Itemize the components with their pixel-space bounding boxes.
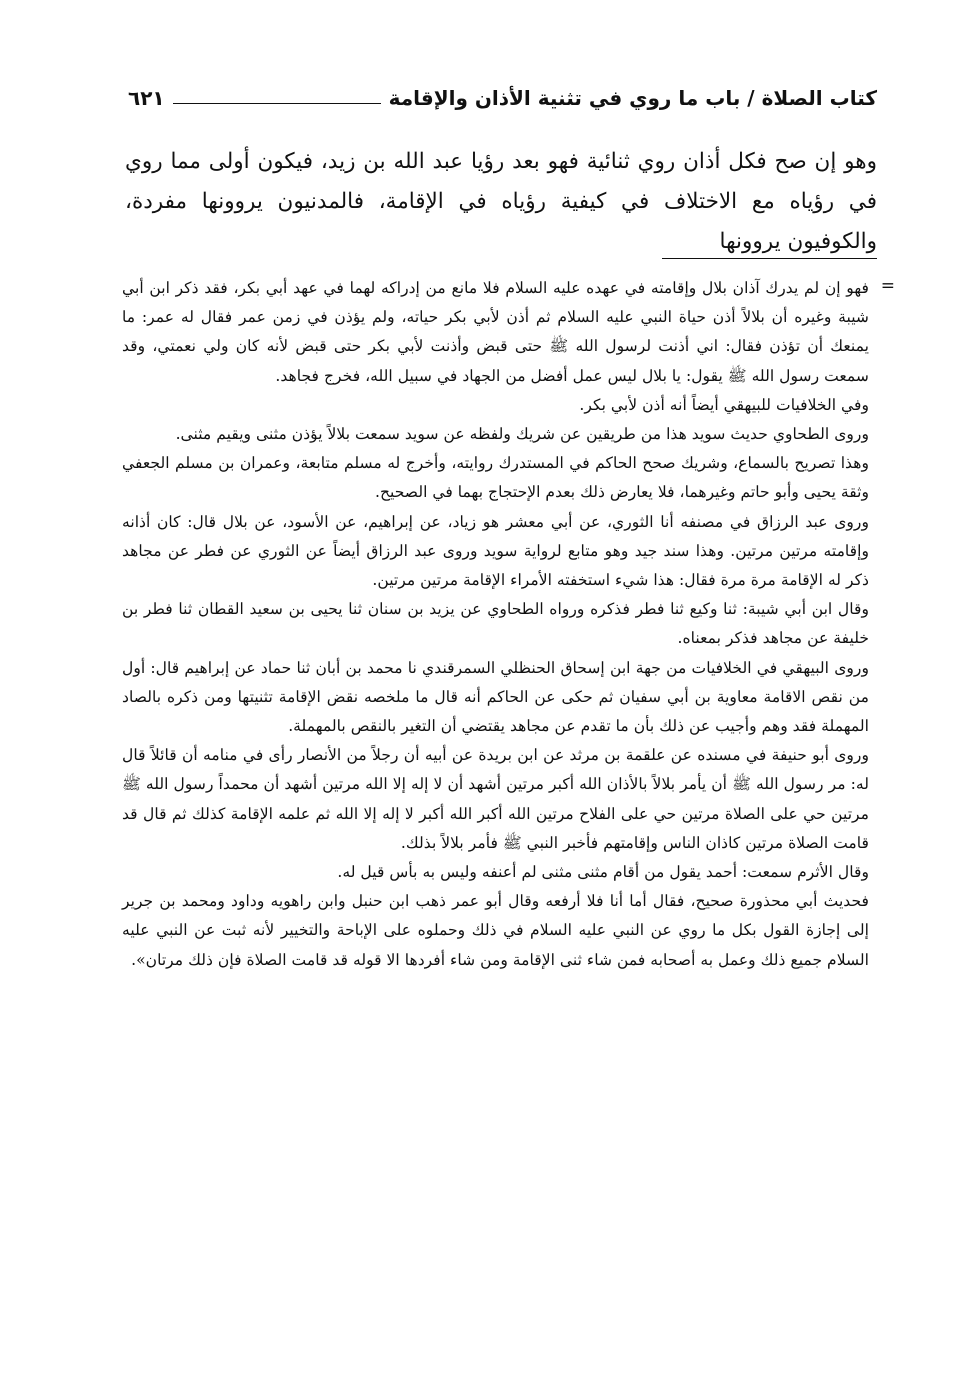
footnote-paragraph: وروى البيهقي في الخلافيات من جهة ابن إسحاق الحنظلي السمرقندي نا محمد بن أبان ثنا حماد عن إبراهيم قال: أول من نقص الاقامة معاوية بن أبي سفيان ثم حكى عن الحاكم أنه قال ما ملخصه نقض الإقامة تثنيتها ومن ذكره بالصاد المهملة فقد وهم وأجيب عن ذلك بأن ما تقدم عن مجاهد يقتضي أن التغير بالنقص بالمهملة. (122, 658, 869, 736)
footnote-separator (662, 258, 877, 259)
footnote-paragraph: وهذا تصريح بالسماع، وشريك صحح الحاكم في المستدرك روايته، وأخرج له مسلم متابعة، وعمران بن مسلم الجعفي وثقة يحيى وأبو حاتم وغيرهما، فلا يعارض ذلك بعدم الإحتجاج بهما في الصحيح. (122, 454, 869, 502)
footnote-paragraph: وقال الأثرم سمعت: أحمد يقول من أقام مثنى مثنى لم أعنفه وليس به بأس قيل له. (337, 863, 869, 882)
header-rule (173, 103, 381, 104)
footnote-paragraph: فحديث أبي محذورة صحيح، فقال أما أنا فلا أرفعه وقال أبو عمر ذهب ابن حنبل وابن راهويه وداود ومحمد بن جرير إلى إجازة القول بكل ما روي عن النبي عليه السلام في ذلك وحملوه على الإباحة والتخيير لأنه ثبت عن النبي عليه السلام جميع ذلك وعمل به أصحابه فمن شاء ثنى الإقامة ومن شاء أفردها الا قوله قد قامت الصلاة فإن ذلك مرتان». (122, 892, 869, 969)
footnote-paragraph: وروى عبد الرزاق في مصنفه أنا الثوري، عن أبي معشر هو زياد، عن إبراهيم، عن الأسود، عن بلال قال: كان أذانه وإقامته مرتين مرتين. وهذا سند جيد وهو متابع لرواية سويد وروى عبد الرزاق أيضاً عن الثوري عن فطر عن مجاهد ذكر له الإقامة مرة مرة فقال: هذا شيء استخفته الأمراء الإقامة مرتين مرتين. (122, 512, 869, 590)
main-text (125, 142, 877, 262)
page-number: ٦٢١ (128, 86, 165, 110)
footnote-paragraph: وروى أبو حنيفة في مسنده عن علقمة بن مرثد عن ابن بريدة عن أبيه أن رجلاً من الأنصار رأى في منامه أن قائلاً قال له: مر رسول الله ﷺ أن يأمر بلالاً بالأذان الله أكبر مرتين أشهد أن لا إله إلا الله مرتين أشهد أن محمداً رسول الله ﷺ مرتين حي على الصلاة مرتين حي على الفلاح مرتين الله أكبر الله أكبر لا إله إلا الله ثم علمه الإقامة كذلك ثم قال قد قامت الصلاة مرتين كاذان الناس وإقامتهم فأخبر النبي ﷺ فأمر بلالاً بذلك. (122, 746, 869, 852)
main-paragraph: وهو إن صح فكل أذان روي ثنائية فهو بعد رؤيا عبد الله بن زيد، فيكون أولى مما روي في رؤياه مع الاختلاف في كيفية رؤياه في الإقامة، فالمدنيون يروونها مفردة، والكوفيون يروونها (125, 149, 877, 254)
running-header (128, 78, 877, 118)
footnote-paragraph: وقال ابن أبي شيبة: ثنا وكيع ثنا فطر فذكره ورواه الطحاوي عن يزيد بن سنان ثنا يحيى بن سعيد القطان ثنا فطر بن خليفة عن مجاهد فذكر بمعناه. (122, 600, 869, 648)
running-title: كتاب الصلاة / باب ما روي في تثنية الأذان والإقامة (388, 86, 877, 110)
footnote-continuation-marker: = (880, 276, 895, 296)
footnote-paragraph: وروى الطحاوي حديث سويد هذا من طريقين عن شريك ولفظه عن سويد سمعت بلالاً يؤذن مثنى ويقيم مثنى. (175, 425, 869, 444)
footnote-paragraph: فهو إن لم يدرك آذان بلال وإقامته في عهده عليه السلام فلا مانع من إدراكه لهما في عهد أبي بكر، فقد ذكر ابن أبي شيبة وغيره أن بلالاً أذن حياة النبي عليه السلام ثم أذن لأبي بكر حياته، ولم يؤذن في زمن عمر فقال له عمر: ما يمنعك أن تؤذن فقال: اني أذنت لرسول الله ﷺ حتى قبض وأذنت لأبي بكر حتى قبض لأنه كان ولي نعمتي، وقد سمعت رسول الله ﷺ يقول: يا بلال ليس عمل أفضل من الجهاد في سبيل الله، فخرج فجاهد. (122, 279, 869, 385)
footnotes (122, 274, 869, 1362)
footnote-paragraph: وفي الخلافيات للبيهقي أيضاً أنه أذن لأبي بكر. (579, 395, 869, 414)
